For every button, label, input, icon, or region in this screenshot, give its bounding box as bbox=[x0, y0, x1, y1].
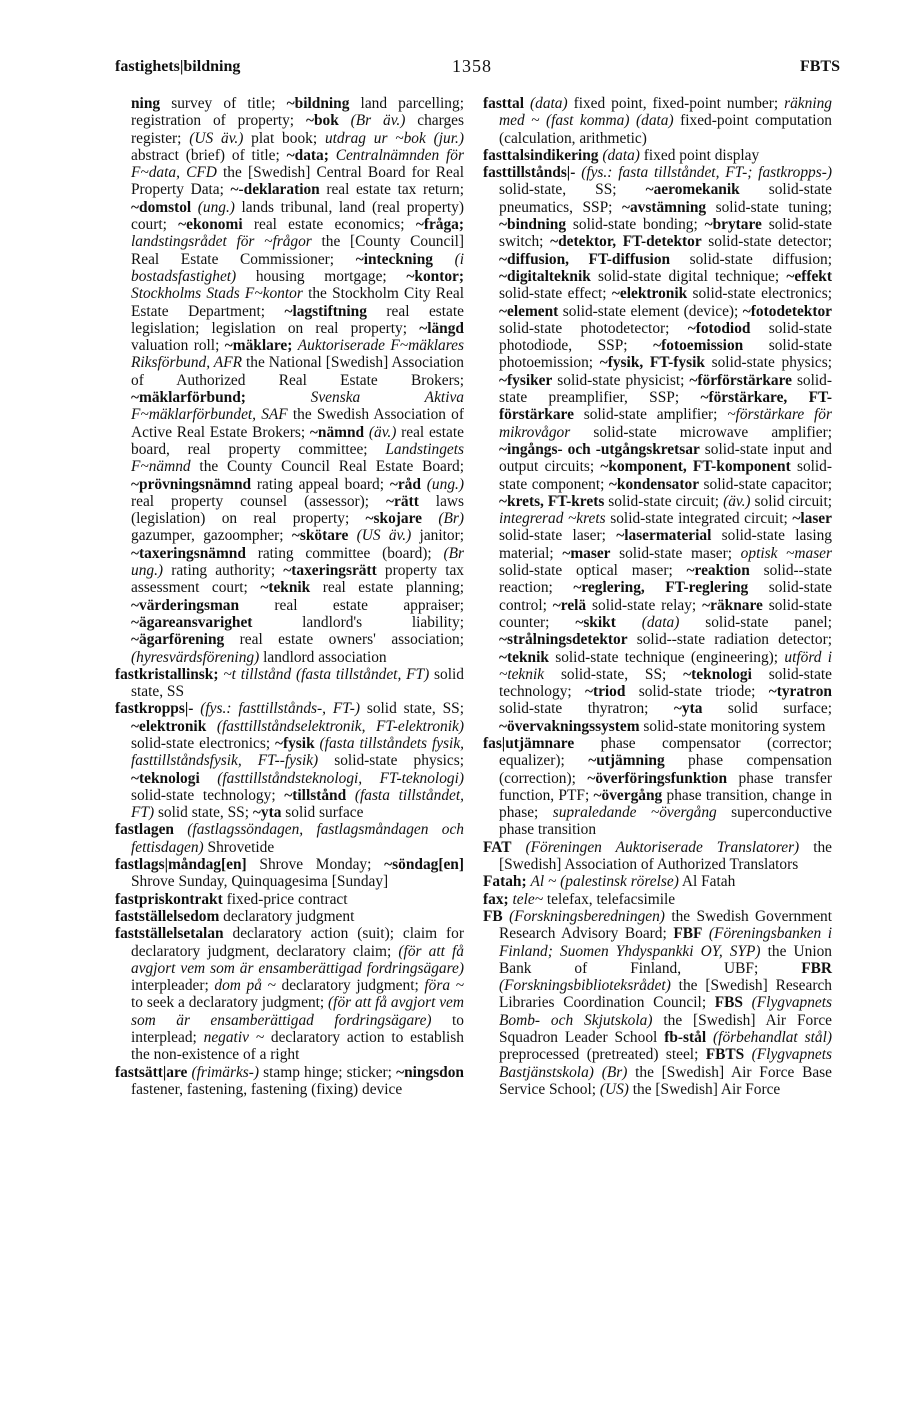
definition-text: solid-state element (device); bbox=[558, 302, 743, 320]
headword: ~söndag[en] bbox=[384, 856, 464, 874]
dictionary-entry bbox=[483, 735, 832, 839]
italic-gloss: (Föreningen Auktoriserade Translatorer) bbox=[525, 838, 800, 856]
headword: ~taxeringsnämnd bbox=[131, 544, 246, 562]
definition-text: fixed point display bbox=[639, 146, 760, 164]
italic-gloss: (fasttillståndselektronik, FT-elektronik) bbox=[216, 717, 464, 735]
definition-text: solid-state integrated circuit; bbox=[605, 510, 793, 528]
italic-gloss: (ung.) bbox=[426, 475, 464, 493]
definition-text: solid-state diffusion; bbox=[670, 250, 832, 268]
dictionary-entry bbox=[483, 908, 832, 1098]
definition-text: solid-state, SS; bbox=[544, 665, 684, 683]
headword: fastkropps|- bbox=[115, 700, 194, 718]
italic-gloss: (Br) bbox=[601, 1063, 628, 1081]
italic-gloss: (i bostadsfastighet) bbox=[131, 250, 464, 285]
headword: ~komponent, FT-komponent bbox=[600, 458, 791, 476]
headword: Fatah; bbox=[483, 873, 527, 891]
headword: ~skojare bbox=[365, 510, 422, 528]
definition-text bbox=[246, 389, 311, 406]
headword: ~lasermaterial bbox=[616, 527, 712, 545]
definition-text: fixed point, fixed-point number; bbox=[567, 95, 785, 112]
italic-gloss: Auktoriserade F~mäklares Riksförbund, AFR bbox=[131, 337, 464, 372]
definition-text: real estate tax return; bbox=[319, 181, 464, 199]
headword: ~fysik, FT-fysik bbox=[599, 354, 705, 372]
dictionary-entry bbox=[483, 839, 832, 874]
headword: ~rätt bbox=[386, 492, 419, 510]
headword: FBS bbox=[714, 994, 743, 1012]
italic-gloss: supraledande ~övergång bbox=[552, 804, 717, 822]
italic-gloss: utdrag ur ~bok (jur.) bbox=[324, 129, 465, 147]
italic-gloss: (Flygvapnets Bomb- och Skjutskola) bbox=[499, 994, 832, 1029]
headword: fastkristallinsk; bbox=[115, 665, 219, 683]
definition-text: the Union Bank of Finland, UBF; bbox=[499, 942, 832, 977]
italic-gloss: Landstingets F~nämnd bbox=[131, 440, 464, 476]
italic-gloss: (Br äv.) bbox=[338, 112, 406, 130]
definition-text bbox=[348, 527, 356, 544]
headword: ~fråga; bbox=[415, 216, 464, 234]
definition-text bbox=[174, 821, 187, 838]
dictionary-entry bbox=[483, 164, 832, 735]
italic-gloss: (US äv.) bbox=[189, 129, 244, 147]
definition-text: real property counsel (assessor); bbox=[131, 492, 387, 510]
italic-gloss: (US äv.) bbox=[356, 527, 412, 545]
definition-text: Shrove Sunday, Quinquagesima [Sunday] bbox=[131, 873, 389, 891]
italic-gloss: (Forskningsbiblioteksrådet) bbox=[499, 977, 671, 995]
headword: ~övervakningssystem bbox=[499, 717, 640, 735]
headword: ~taxeringsrätt bbox=[283, 562, 377, 580]
definition-text: the County Council Real Estate Board; bbox=[190, 458, 464, 476]
guide-word-left: fastighets|bildning bbox=[115, 58, 241, 75]
headword: ~fysik bbox=[274, 734, 315, 752]
left-column bbox=[115, 95, 464, 1098]
definition-text bbox=[512, 839, 526, 856]
entry-continuation bbox=[115, 95, 464, 666]
definition-text: rating appeal board; bbox=[251, 475, 390, 493]
definition-text: the [Swedish] Research Libraries Coordination Council; bbox=[499, 977, 832, 1012]
headword: ~detektor, FT-detektor bbox=[550, 233, 702, 251]
headword: ~krets, FT-krets bbox=[499, 492, 605, 510]
definition-text: solid-state control; bbox=[499, 579, 832, 614]
definition-text: housing mortgage; bbox=[236, 267, 407, 285]
definition-text bbox=[329, 147, 336, 164]
definition-text: real estate appraiser; bbox=[239, 596, 464, 614]
italic-gloss: (fasttillståndsteknologi, FT-teknologi) bbox=[217, 769, 464, 787]
definition-text bbox=[616, 614, 642, 631]
headword: FB bbox=[483, 907, 503, 925]
definition-text: solid-state optical maser; bbox=[499, 562, 687, 580]
definition-text: abstract (brief) of title; bbox=[131, 146, 287, 164]
definition-text: solid-state photodetector; bbox=[499, 319, 688, 337]
headword: ~inteckning bbox=[355, 250, 433, 268]
definition-text: solid-state panel; bbox=[679, 613, 832, 631]
headword: ~utjämning bbox=[588, 752, 665, 770]
italic-gloss: (data) bbox=[641, 613, 680, 631]
dictionary-entry bbox=[115, 891, 464, 908]
right-column bbox=[483, 95, 832, 1098]
italic-gloss: föra ~ bbox=[424, 977, 464, 995]
headword: ~elektronik bbox=[611, 285, 688, 303]
dictionary-entry bbox=[115, 908, 464, 925]
italic-gloss: ~t tillstånd (fasta tillståndet, FT) bbox=[223, 665, 430, 683]
definition-text: interpleader; bbox=[131, 977, 215, 995]
definition-text: lands tribunal, land (real property) court; bbox=[131, 198, 464, 234]
headword: ~tyratron bbox=[768, 683, 832, 701]
definition-text: gazumper, gazoompher; bbox=[131, 527, 292, 545]
italic-gloss: dom på ~ bbox=[214, 977, 276, 995]
definition-text bbox=[206, 718, 217, 735]
definition-text: landlord's liability; bbox=[252, 613, 464, 631]
headword: ~domstol bbox=[131, 198, 192, 216]
guide-word-right: FBTS bbox=[799, 58, 840, 75]
headword: fastställelsetalan bbox=[115, 925, 224, 943]
headword: FBR bbox=[801, 959, 832, 977]
italic-gloss: räkning med ~ (fast komma) (data) bbox=[499, 95, 832, 130]
headword: ~skikt bbox=[575, 613, 616, 631]
italic-gloss: optisk ~maser bbox=[740, 544, 833, 562]
definition-text: solid state, SS; bbox=[154, 804, 253, 822]
italic-gloss: (hyresvärdsförening) bbox=[131, 648, 260, 666]
definition-text: solid-state capacitor; bbox=[699, 475, 833, 493]
definition-text: rating committee (board); bbox=[245, 544, 444, 562]
headword: ~kondensator bbox=[608, 475, 700, 493]
definition-text bbox=[433, 251, 455, 268]
definition-text: declaratory action to establish the non-existence of a right bbox=[131, 1029, 464, 1064]
definition-text: real estate economics; bbox=[242, 216, 416, 234]
definition-text: solid-state physics; bbox=[704, 354, 832, 372]
headword: fastpriskontrakt bbox=[115, 890, 223, 908]
definition-text: solid-state amplifier; bbox=[573, 406, 728, 424]
definition-text: phase transition, change in phase; bbox=[499, 786, 832, 822]
definition-text: solid-state electronics; bbox=[687, 285, 832, 303]
headword: ~reaktion bbox=[686, 562, 750, 580]
headword: fastställelsedom bbox=[115, 907, 220, 925]
headword: fasttillstånds|- bbox=[483, 164, 576, 182]
headword: ~ägarförening bbox=[131, 631, 225, 649]
definition-text: solid-state laser; bbox=[499, 527, 617, 545]
headword: ~bildning bbox=[286, 95, 350, 112]
definition-text: the [Swedish] Central Board for Real Property Data; bbox=[131, 164, 464, 199]
definition-text: solid--state reaction; bbox=[499, 562, 832, 597]
dictionary-entry bbox=[115, 700, 464, 821]
headword: ~ingångs- och -utgångskretsar bbox=[499, 440, 700, 458]
definition-text: solid-state tuning; bbox=[706, 198, 832, 216]
italic-gloss: (US) bbox=[599, 1080, 629, 1098]
headword: ~digitalteknik bbox=[499, 267, 591, 285]
headword: ~längd bbox=[419, 319, 464, 337]
italic-gloss: (fys.: fasttillstånds-, FT-) bbox=[200, 700, 360, 718]
definition-text: janitor; bbox=[411, 527, 464, 545]
headword: fasttalsindikering bbox=[483, 146, 599, 164]
definition-text: solid surface; bbox=[702, 700, 832, 718]
dictionary-entry bbox=[115, 856, 464, 891]
headword: ~-deklaration bbox=[230, 181, 320, 199]
definition-text bbox=[706, 1029, 713, 1046]
italic-gloss: tele~ bbox=[512, 890, 544, 908]
definition-text: to interplead; bbox=[131, 1011, 464, 1047]
italic-gloss: (data) bbox=[530, 95, 568, 112]
dictionary-entry bbox=[483, 147, 832, 164]
italic-gloss: (fasta tillståndets fysik, fasttillståndsfysik, FT--fysik) bbox=[131, 734, 464, 770]
italic-gloss: ~förstärkare för mikrovågor bbox=[499, 406, 832, 441]
headword: FBF bbox=[673, 925, 703, 943]
headword: ~elektronik bbox=[131, 717, 207, 735]
headword: FBTS bbox=[705, 1046, 745, 1064]
italic-gloss: integrerad ~krets bbox=[499, 510, 606, 528]
headword: ~överföringsfunktion bbox=[587, 769, 728, 787]
dictionary-entry bbox=[115, 666, 464, 701]
definition-text bbox=[743, 994, 752, 1011]
definition-text: Shrove Monday; bbox=[246, 856, 385, 874]
definition-text: solid surface bbox=[281, 804, 364, 822]
headword: ~ningsdon bbox=[396, 1063, 464, 1081]
definition-text: solid-state preamplifier, SSP; bbox=[499, 371, 832, 407]
headword: ~data; bbox=[286, 146, 329, 164]
italic-gloss: (äv.) bbox=[368, 423, 397, 441]
definition-text: solid-state physics; bbox=[318, 752, 464, 770]
headword: ~råd bbox=[389, 475, 421, 493]
italic-gloss: Centralnämnden för F~data, CFD bbox=[131, 146, 464, 182]
headword: ~laser bbox=[792, 510, 832, 528]
definition-text: solid state, SS bbox=[131, 665, 464, 701]
definition-text: solid-state photoemission; bbox=[499, 337, 833, 372]
headword: ~räknare bbox=[702, 596, 763, 614]
headword: ~element bbox=[499, 302, 559, 320]
headword: fb-stål bbox=[664, 1029, 707, 1047]
headword: ~teknik bbox=[499, 648, 549, 666]
definition-text: plat book; bbox=[243, 129, 325, 147]
italic-gloss: (för att få avgjort vem som är ensamberättigad fordringsägare) bbox=[131, 994, 464, 1029]
definition-text: declaratory judgment; bbox=[275, 977, 425, 995]
definition-text: telefax, telefacsimile bbox=[543, 890, 676, 908]
definition-text bbox=[594, 1064, 602, 1081]
italic-gloss: (Br) bbox=[438, 510, 464, 528]
headword: ~förförstärkare bbox=[689, 371, 792, 389]
headword: ~värderingsman bbox=[131, 596, 240, 614]
definition-text: laws (legislation) on real property; bbox=[131, 492, 465, 528]
italic-gloss: (Flygvapnets Bastjänstskola) bbox=[499, 1046, 832, 1081]
definition-text: solid-state electronics; bbox=[131, 734, 275, 752]
definition-text bbox=[191, 199, 198, 216]
definition-text: solid-state circuit; bbox=[604, 492, 724, 510]
dictionary-entry bbox=[483, 873, 832, 890]
dictionary-entry bbox=[483, 95, 832, 147]
definition-text: phase compensator (corrector; equalizer); bbox=[499, 734, 832, 770]
definition-text: fastener, fastening, fastening (fixing) device bbox=[131, 1080, 403, 1098]
definition-text: solid-state technique (engineering); bbox=[548, 648, 785, 666]
headword: ~bindning bbox=[499, 216, 567, 234]
definition-text: phase compensation (correction); bbox=[499, 752, 832, 787]
definition-text: to seek a declaratory judgment; bbox=[131, 994, 329, 1012]
headword: ~fotoemission bbox=[653, 337, 744, 355]
italic-gloss: (fastlagssöndagen, fastlagsmåndagen och fettisdagen) bbox=[131, 821, 464, 856]
definition-text: solid-state maser; bbox=[610, 544, 741, 562]
italic-gloss: (data) bbox=[602, 146, 640, 164]
definition-text: real estate board, real property committee; bbox=[131, 423, 464, 458]
headword: ~förstärkare, FT-förstärkare bbox=[499, 389, 832, 424]
headword: ~kontor; bbox=[406, 267, 464, 285]
headword: ~övergång bbox=[593, 786, 663, 804]
headword: ~teknologi bbox=[683, 665, 752, 683]
definition-text: solid-state photodiode, SSP; bbox=[499, 319, 833, 355]
headword: ~strålningsdetektor bbox=[499, 631, 628, 649]
definition-text: stamp hinge; sticker; bbox=[259, 1063, 397, 1081]
italic-gloss: landstingsrådet för ~frågor bbox=[131, 233, 312, 251]
definition-text: solid-state input and output circuits; bbox=[499, 440, 832, 476]
definition-text bbox=[744, 1046, 751, 1063]
headword: ~avstämning bbox=[621, 198, 707, 216]
definition-text: solid-state lasing material; bbox=[499, 527, 832, 562]
headword: ~brytare bbox=[704, 216, 762, 234]
italic-gloss: utförd i ~teknik bbox=[499, 648, 833, 683]
italic-gloss: (förbehandlat stål) bbox=[713, 1029, 832, 1047]
definition-text: preprocessed (pretreated) steel; bbox=[499, 1046, 706, 1064]
italic-gloss: (fasta tillståndet, FT) bbox=[131, 786, 464, 822]
italic-gloss: Al ~ (palestinsk rörelse) bbox=[530, 873, 679, 891]
italic-gloss: (Forskningsberedningen) bbox=[509, 907, 665, 925]
headword: ~yta bbox=[252, 804, 282, 822]
headword: ~ägareansvarighet bbox=[131, 613, 253, 631]
definition-text: Al Fatah bbox=[678, 873, 736, 891]
definition-text: solid-state microwave amplifier; bbox=[570, 423, 832, 441]
headword: ~tillstånd bbox=[284, 786, 347, 804]
headword: ~teknik bbox=[260, 579, 311, 597]
definition-text bbox=[200, 770, 218, 787]
definition-text: solid--state radiation detector; bbox=[627, 631, 832, 649]
definition-text: solid-state digital technique; bbox=[590, 267, 787, 285]
headword: FAT bbox=[483, 838, 512, 856]
definition-text: the [Swedish] Air Force Base Service School; bbox=[499, 1063, 832, 1098]
italic-gloss: (fys.: fasta tillståndet, FT-; fastkropps-) bbox=[581, 164, 832, 182]
definition-text: the [Swedish] Air Force bbox=[628, 1080, 781, 1098]
headword: fastlagen bbox=[115, 821, 174, 839]
page-number: 1358 bbox=[452, 56, 492, 76]
headword: fas|utjämnare bbox=[483, 734, 575, 752]
definition-text: rating authority; bbox=[163, 562, 284, 580]
definition-text: solid-state bonding; bbox=[566, 216, 705, 234]
definition-text: property tax assessment court; bbox=[131, 562, 464, 597]
headword: ~teknologi bbox=[131, 769, 200, 787]
italic-gloss: (Br ung.) bbox=[131, 544, 464, 580]
definition-text: declaratory action (suit); claim for declaratory judgment, declaratory claim; bbox=[131, 925, 464, 960]
definition-text: fixed-price contract bbox=[222, 890, 348, 908]
headword: ~yta bbox=[673, 700, 703, 718]
headword: ~fotodetektor bbox=[742, 302, 832, 320]
headword: ~nämnd bbox=[309, 423, 365, 441]
definition-text: real estate planning; bbox=[310, 579, 464, 597]
definition-text: real estate legislation; legislation on real property; bbox=[131, 302, 464, 337]
headword: fasttal bbox=[483, 95, 525, 112]
definition-text: solid-state detector; bbox=[701, 233, 833, 251]
dictionary-entry bbox=[483, 891, 832, 908]
headword: ~ekonomi bbox=[178, 216, 243, 234]
definition-text: solid-state technology; bbox=[131, 786, 285, 804]
headword: ~fotodiod bbox=[687, 319, 751, 337]
headword: ~fysiker bbox=[499, 371, 553, 389]
definition-text: survey of title; bbox=[160, 95, 287, 112]
definition-text: declaratory judgment bbox=[219, 907, 355, 925]
definition-text: phase transfer function, PTF; bbox=[499, 769, 832, 804]
italic-gloss: Stockholms Stads F~kontor bbox=[131, 285, 303, 303]
definition-text bbox=[422, 510, 438, 527]
italic-gloss: Svenska Aktiva F~mäklarförbundet, SAF bbox=[131, 389, 464, 424]
headword: ~relä bbox=[552, 596, 587, 614]
headword: ~bok bbox=[305, 112, 339, 130]
definition-text: superconductive phase transition bbox=[499, 804, 832, 839]
page-header bbox=[115, 52, 840, 80]
headword: ~effekt bbox=[786, 267, 832, 285]
headword: ~diffusion, FT-diffusion bbox=[499, 250, 671, 268]
italic-gloss: (frimärks-) bbox=[191, 1063, 260, 1081]
italic-gloss: (äv.) bbox=[723, 492, 751, 510]
definition-text: the [Swedish] Air Force Squadron Leader School bbox=[499, 1011, 832, 1047]
definition-text: the Stockholm City Real Estate Department; bbox=[131, 285, 465, 320]
definition-text: land parcelling; registration of property; bbox=[131, 95, 464, 130]
headword: fastsätt|are bbox=[115, 1063, 188, 1081]
headword: ~skötare bbox=[291, 527, 349, 545]
definition-text: valuation roll; bbox=[131, 337, 225, 355]
italic-gloss: (Föreningsbanken i Finland; Suomen Yhdyspankki OY, SYP) bbox=[499, 925, 832, 960]
headword: ~triod bbox=[584, 683, 626, 701]
definition-text: solid-state component; bbox=[499, 458, 833, 493]
definition-text: real estate owners' association; bbox=[224, 631, 464, 649]
headword: fastlags|måndag[en] bbox=[115, 856, 247, 874]
definition-text: solid-state triode; bbox=[625, 683, 769, 701]
italic-gloss: negativ ~ bbox=[203, 1029, 265, 1047]
definition-text: solid-state thyratron; bbox=[499, 700, 674, 718]
definition-text: solid-state technology; bbox=[499, 665, 833, 701]
headword: ~mäklarförbund; bbox=[131, 389, 246, 407]
definition-text: solid-state physicist; bbox=[552, 371, 690, 389]
headword: ~lagstiftning bbox=[284, 302, 367, 320]
dictionary-entry bbox=[115, 1064, 464, 1099]
dictionary-entry bbox=[115, 925, 464, 1063]
definition-text: solid-state switch; bbox=[499, 216, 832, 251]
definition-text: charges register; bbox=[131, 112, 464, 147]
definition-text: the Swedish Association of Active Real Estate Brokers; bbox=[131, 406, 464, 441]
headword: fax; bbox=[483, 890, 509, 908]
definition-text: the [Swedish] Association of Authorized Translators bbox=[499, 838, 832, 874]
definition-text bbox=[346, 787, 355, 804]
definition-text: solid-state effect; bbox=[499, 285, 612, 303]
definition-text: fixed-point computation (calculation, arithmetic) bbox=[499, 112, 832, 147]
definition-text: landlord association bbox=[259, 648, 387, 666]
definition-text: solid state, SS; bbox=[359, 700, 464, 718]
definition-text: solid circuit; bbox=[750, 492, 832, 510]
italic-gloss: (för att få avgjort vem som är ensamberättigad fordringsägare) bbox=[131, 942, 464, 977]
definition-text: solid-state monitoring system bbox=[639, 717, 826, 735]
definition-text: the Swedish Government Research Advisory Board; bbox=[499, 907, 832, 943]
definition-text: the National [Swedish] Association of Authorized Real Estate Brokers; bbox=[131, 354, 464, 389]
headword: ning bbox=[131, 95, 161, 112]
headword: ~maser bbox=[562, 544, 611, 562]
definition-text: solid-state counter; bbox=[499, 596, 832, 631]
definition-text: solid-state relay; bbox=[586, 596, 703, 614]
italic-gloss: (ung.) bbox=[197, 198, 235, 216]
dictionary-entry bbox=[115, 821, 464, 856]
headword: ~reglering, FT-reglering bbox=[573, 579, 749, 597]
definition-text: the [County Council] Real Estate Commissioner; bbox=[131, 233, 464, 268]
definition-text: solid-state pneumatics, SSP; bbox=[499, 181, 833, 216]
headword: ~mäklare; bbox=[224, 337, 293, 355]
definition-text: Shrovetide bbox=[203, 838, 275, 856]
definition-text: solid-state, SS; bbox=[499, 181, 646, 199]
headword: ~aeromekanik bbox=[645, 181, 740, 199]
headword: ~prövningsnämnd bbox=[131, 475, 252, 493]
